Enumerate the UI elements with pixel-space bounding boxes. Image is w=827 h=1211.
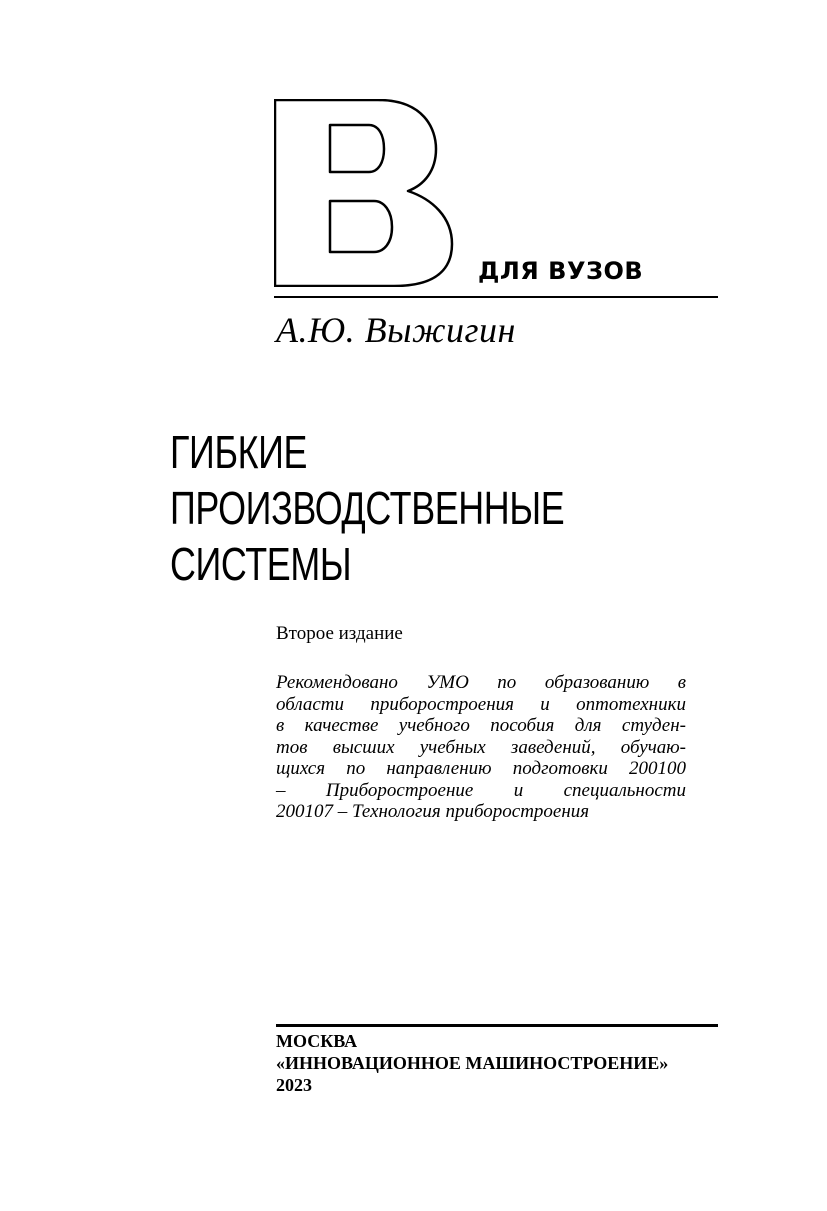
- recommendation-line: Рекомендовано УМО по образованию в: [276, 672, 686, 693]
- recommendation-text: [276, 672, 686, 823]
- publisher-imprint: [276, 1030, 668, 1096]
- top-rule: [274, 296, 718, 298]
- bottom-rule: [276, 1024, 718, 1027]
- title-line: СИСТЕМЫ: [170, 538, 352, 590]
- recommendation-line: области приборостроения и оптотехники: [276, 693, 686, 715]
- recommendation-line: – Приборостроение и специальности: [276, 779, 686, 801]
- title-line: ПРОИЗВОДСТВЕННЫЕ: [170, 482, 565, 534]
- author-name: А.Ю. Выжигин: [276, 310, 516, 350]
- recommendation-line: в качестве учебного пособия для студен-: [276, 715, 686, 736]
- recommendation-line: щихся по направлению подготовки 200100: [276, 758, 686, 779]
- imprint-publisher: «ИННОВАЦИОННОЕ МАШИНОСТРОЕНИЕ»: [276, 1053, 669, 1073]
- recommendation-line: тов высших учебных заведений, обучаю-: [276, 736, 686, 758]
- book-title: [170, 424, 564, 592]
- edition-note: Второе издание: [276, 623, 403, 644]
- series-label: ДЛЯ ВУЗОВ: [478, 257, 644, 285]
- series-logo-b-icon: [274, 99, 454, 287]
- recommendation-line: 200107 – Технология приборостроения: [276, 801, 590, 822]
- imprint-year: 2023: [276, 1075, 312, 1095]
- title-line: ГИБКИЕ: [170, 426, 308, 478]
- imprint-city: МОСКВА: [276, 1031, 358, 1051]
